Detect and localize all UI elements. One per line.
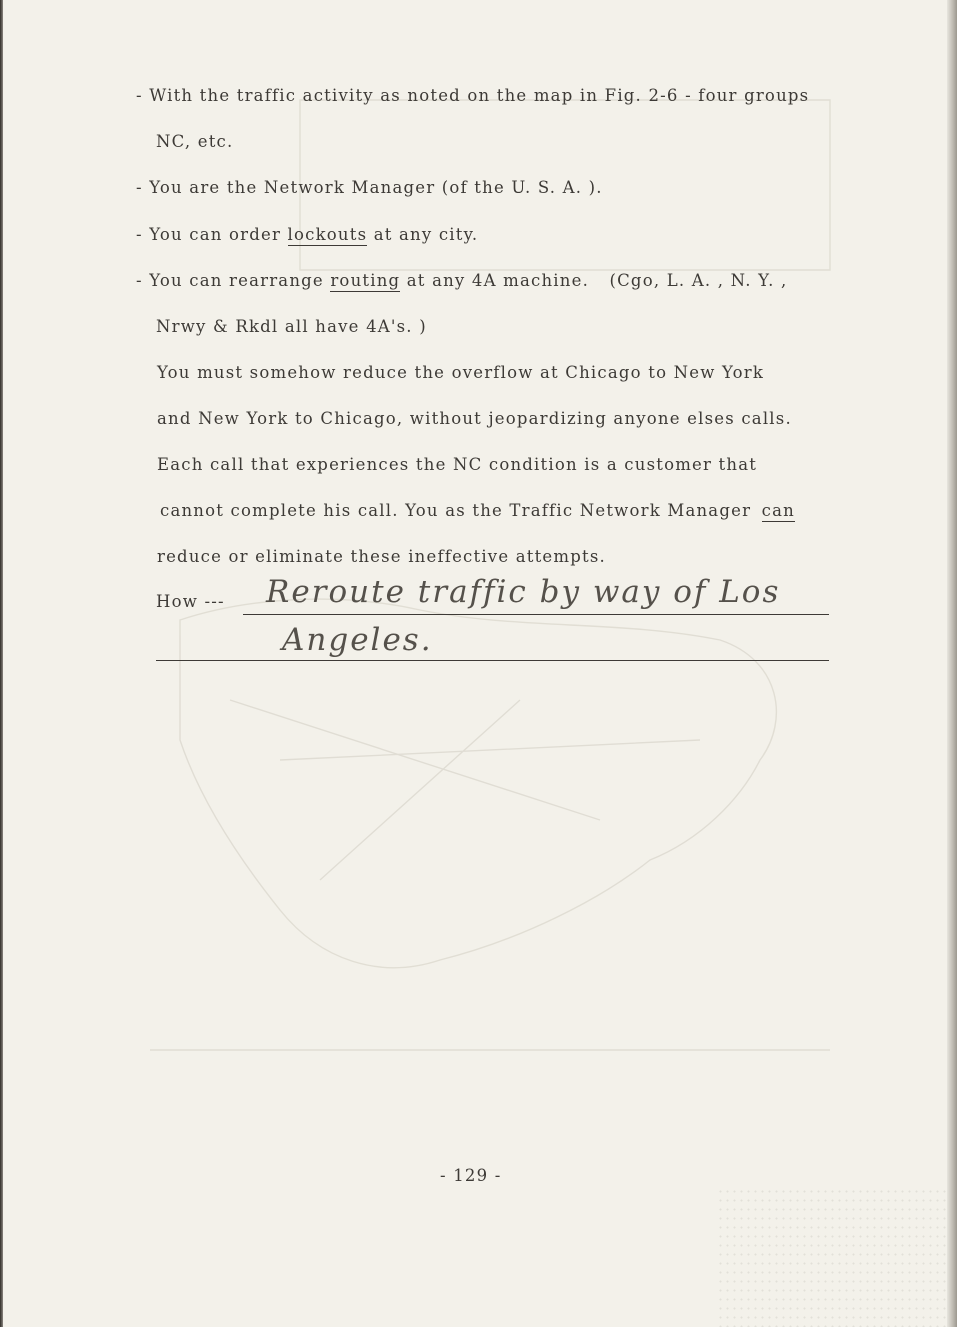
- bullet-routing-post: at any 4A machine.: [406, 271, 590, 290]
- bullet-lockouts-post: at any city.: [373, 225, 479, 244]
- page-right-edge: [947, 0, 957, 1327]
- bullet-routing-cities: (Cgo, L. A. , N. Y. ,: [609, 271, 788, 290]
- bullet-fig-reference-continued: NC, etc.: [156, 132, 234, 151]
- bullet-routing-pre: - You can rearrange: [136, 271, 324, 290]
- bullet-fig-reference: - With the traffic activity as noted on the map in Fig. 2-6 - four groups: [136, 86, 810, 105]
- bullet-routing-continued: Nrwy & Rkdl all have 4A's. ): [156, 317, 427, 336]
- paragraph-line-3: Each call that experiences the NC condition is a customer that: [157, 455, 758, 474]
- paper-speckle: [717, 1187, 947, 1327]
- bullet-routing: [136, 271, 787, 291]
- paragraph-line-2: and New York to Chicago, without jeopardizing anyone elses calls.: [157, 409, 792, 428]
- answer-line-1: [243, 614, 829, 615]
- page-binding-edge: [0, 0, 3, 1327]
- handwritten-answer-line-2: Angeles.: [282, 622, 433, 658]
- paragraph-line-5: reduce or eliminate these ineffective attempts.: [157, 547, 606, 566]
- bullet-lockouts: [136, 225, 478, 245]
- paragraph-line-4: [160, 501, 795, 521]
- underlined-lockouts: lockouts: [287, 225, 368, 244]
- how-label: How ---: [156, 592, 225, 611]
- underlined-routing: routing: [330, 271, 401, 290]
- underlined-can: can: [761, 501, 795, 520]
- handwritten-answer-line-1: Reroute traffic by way of Los: [266, 574, 781, 610]
- bullet-network-manager: - You are the Network Manager (of the U. S. A. ).: [136, 178, 603, 197]
- page-number: - 129 -: [440, 1166, 502, 1185]
- answer-line-2: [156, 660, 829, 661]
- paragraph-line-1: You must somehow reduce the overflow at Chicago to New York: [157, 363, 765, 382]
- paragraph-line-4-text: cannot complete his call. You as the Traffic Network Manager: [160, 501, 752, 520]
- bullet-lockouts-pre: - You can order: [136, 225, 282, 244]
